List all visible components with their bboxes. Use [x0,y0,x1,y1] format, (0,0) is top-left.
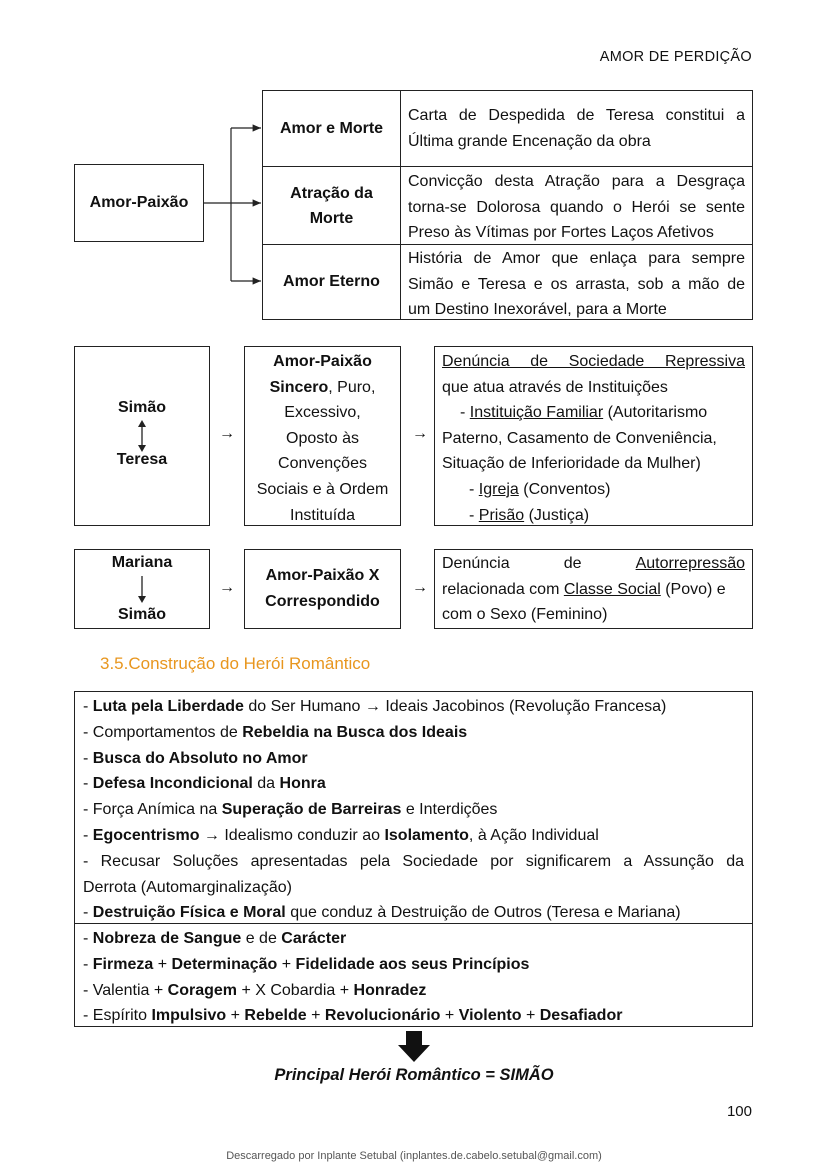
branch-label-amor-eterno: Amor Eterno [283,273,380,290]
hero-trait-line [83,875,744,901]
name-simao-2: Simão [117,606,166,623]
hero-trait-text: Rebelde [244,1007,307,1025]
hero-trait-text: - [83,826,93,844]
hero-trait-text: e Interdições [401,801,498,819]
hero-traits-list-1 [83,694,744,926]
hero-trait-text: Revolucionário [324,1007,441,1025]
hero-trait-text: - Comportamentos de [83,723,243,741]
hero-trait-line [83,1003,744,1029]
hero-trait-text: - Valentia + [83,981,168,999]
hero-trait-line [83,823,744,849]
hero-trait-text: - Força Anímica na [83,801,222,819]
hero-trait-text: Firmeza [92,955,154,973]
hero-trait-line [83,720,744,746]
branch-label-atracao-da-morte: Atração da Morte [290,184,373,227]
denuncia-autorrepressao-box: Denúncia de Autorrepressão relacionada com Classe Social (Povo) e com o Sexo (Feminino) [434,549,753,629]
hero-trait-text: + [521,1007,540,1025]
name-simao: Simão [117,399,166,416]
hero-trait-text: - Espírito [83,1007,152,1025]
hero-trait-text: - [83,955,93,973]
hero-trait-text: Determinação [171,955,278,973]
hero-trait-text: Desafiador [539,1007,623,1025]
hero-trait-text: Honra [279,775,326,793]
hero-trait-text: que conduz à Destruição de Outros (Teresa e Mariana) [285,904,681,922]
branch-table [262,90,753,320]
hero-trait-line [83,978,744,1004]
page-number: 100 [726,1103,752,1120]
hero-trait-text: → Idealismo conduzir ao [199,826,385,844]
hero-trait-line [83,694,744,720]
hero-trait-text: - Recusar Soluções apresentadas pela Sociedade por significarem a Assunção da [83,852,744,870]
hero-trait-text: do Ser Humano → Ideais Jacobinos (Revolução Francesa) [243,698,667,715]
hero-trait-text: Luta pela Liberdade [92,698,244,715]
up-down-arrow-icon [137,420,147,452]
hero-trait-line [83,746,744,772]
amor-paixao-sincero-box: Amor-Paixão Sincero, Puro, Excessivo, Oposto às Convenções Sociais e à Ordem Instituída [244,346,401,526]
hero-trait-text: Isolamento [384,826,469,844]
name-teresa: Teresa [116,451,168,468]
hero-trait-text: - [83,698,93,715]
hero-trait-text: e de [241,930,282,947]
hero-trait-text: Impulsivo [151,1007,227,1025]
name-mariana: Mariana [111,554,173,571]
hero-trait-text: Coragem [167,981,237,999]
right-arrow-icon: → [219,425,235,442]
hero-trait-text: + [440,1007,459,1025]
hero-trait-text: Carácter [281,930,347,947]
hero-trait-text: + [306,1007,325,1025]
hero-trait-text: + [153,955,172,973]
hero-trait-text: Nobreza de Sangue [92,930,242,947]
hero-trait-text: + [277,955,296,973]
hero-trait-text: + X Cobardia + [237,981,354,999]
hero-trait-text: Rebeldia na Busca dos Ideais [242,723,468,741]
simao-teresa-box [74,346,210,526]
hero-trait-text: - [83,775,93,793]
denuncia-sociedade-box: Denúncia de Sociedade Repressiva que atua através de Instituições - Instituição Familiar (Autoritarismo Paterno, Casamento de Conveniência, Situação de Inferioridade da Mulher) - Igreja (Conventos) - Prisão (Justiça) [434,346,753,526]
hero-trait-text: Egocentrismo [92,826,200,844]
hero-trait-text: - [83,930,93,947]
section-title: 3.5.Construção do Herói Romântico [100,654,371,673]
down-arrow-icon [137,576,147,604]
amor-paixao-correspondido-box: Amor-Paixão X Correspondido [244,549,401,629]
hero-trait-text: Violento [458,1007,522,1025]
right-arrow-icon: → [412,425,428,442]
hero-trait-line [83,952,744,978]
big-down-arrow-icon [397,1031,431,1063]
branch-desc-amor-e-morte: Carta de Despedida de Teresa constitui a Última grande Encenação da obra [408,107,745,150]
right-arrow-icon: → [219,579,235,596]
branch-label-amor-e-morte: Amor e Morte [279,119,384,137]
hero-trait-text: , à Ação Individual [468,826,599,844]
hero-trait-text: - [83,749,93,767]
hero-trait-text: Defesa Incondicional [92,775,253,793]
conclusion-text: Principal Herói Romântico = SIMÃO [274,1066,554,1084]
root-label: Amor-Paixão [89,194,189,211]
branch-desc-amor-eterno: História de Amor que enlaça para sempre Simão e Teresa e os arrasta, sob a mão de um Destino Inexorável, para a Morte [408,250,745,318]
hero-trait-line [83,771,744,797]
right-arrow-icon: → [412,579,428,596]
hero-traits-list-2 [83,926,744,1029]
hero-trait-line [83,926,744,952]
hero-trait-text: Superação de Barreiras [221,801,402,819]
hero-trait-text: Busca do Absoluto no Amor [92,749,308,767]
hero-traits-box-1 [74,691,753,924]
hero-trait-text: - [83,904,93,922]
hero-trait-text: Honradez [353,981,427,999]
page-header-title: AMOR DE PERDIÇÃO [599,49,752,65]
hero-trait-text: + [226,1007,245,1025]
hero-trait-line [83,849,744,875]
mariana-simao-box [74,549,210,629]
branch-desc-atracao-da-morte: Convicção desta Atração para a Desgraça torna-se Dolorosa quando o Herói se sente Preso às Vítimas por Fortes Laços Afetivos [408,173,745,241]
hero-trait-text: Destruição Física e Moral [92,904,286,922]
hero-traits-box-2 [74,923,753,1027]
hero-trait-text: da [252,775,280,793]
hero-trait-text: Fidelidade aos seus Princípios [295,955,530,973]
hero-trait-text: Derrota (Automarginalização) [83,878,292,896]
download-footer-note: Descarregado por Inplante Setubal (inplantes.de.cabelo.setubal@gmail.com) [226,1150,602,1162]
hero-trait-line [83,797,744,823]
